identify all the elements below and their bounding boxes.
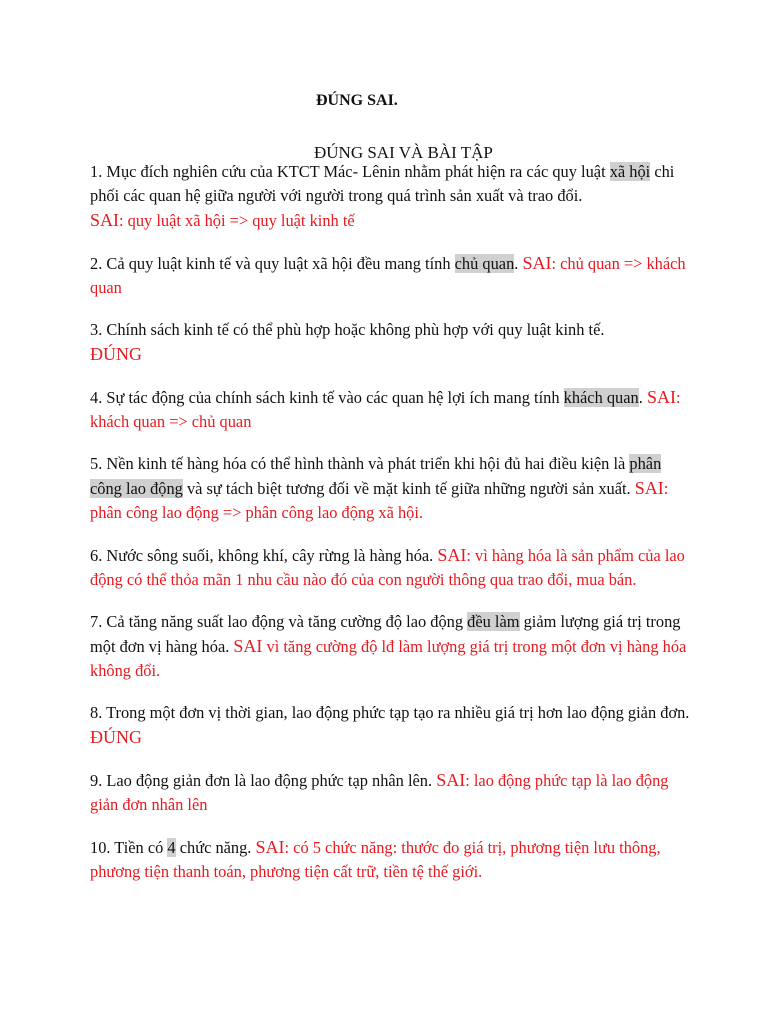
highlighted-text: 4	[167, 838, 176, 857]
question-text: 10. Tiền có	[90, 838, 168, 857]
list-item	[90, 768, 690, 817]
question-text: 5. Nền kinh tế hàng hóa có thể hình thành và phát triển khi hội đủ hai điều kiện là	[90, 454, 630, 473]
highlighted-text: chủ quan	[454, 254, 515, 273]
list-item	[90, 543, 690, 592]
question-text: 3. Chính sách kinh tế có thể phù hợp hoặc không phù hợp với quy luật kinh tế.	[90, 320, 605, 339]
list-item	[90, 160, 690, 233]
verdict: SAI	[90, 210, 120, 230]
answer-explanation: : khách quan => chủ quan	[90, 388, 681, 431]
question-text: chức năng.	[175, 838, 256, 857]
verdict: SAI	[522, 253, 552, 273]
verdict: ĐÚNG	[90, 344, 142, 364]
answer-explanation: : vì hàng hóa là sản phẩm của lao động có thể thỏa mãn 1 nhu cầu nào đó của con người thông qua trao đổi, mua bán.	[90, 546, 685, 589]
answer-explanation: : quy luật xã hội => quy luật kinh tế	[119, 211, 355, 230]
question-text: .	[514, 254, 523, 273]
question-text: 4. Sự tác động của chính sách kinh tế vào các quan hệ lợi ích mang tính	[90, 388, 564, 407]
question-list	[90, 160, 690, 902]
answer-explanation: : lao động phức tạp là lao động giản đơn nhân lên	[90, 771, 669, 814]
list-item	[90, 835, 690, 884]
document-subtitle: ĐÚNG SAI VÀ BÀI TẬP	[314, 143, 493, 162]
highlighted-text: phân công lao động	[90, 454, 662, 498]
list-item	[90, 452, 690, 525]
question-text: 1. Mục đích nghiên cứu của KTCT Mác- Lênin nhằm phát hiện ra các quy luật	[90, 162, 610, 181]
question-text: giảm lượng giá trị trong một đơn vị hàng hóa.	[90, 612, 681, 656]
document-title: ĐÚNG SAI.	[316, 92, 398, 109]
highlighted-text: đều làm	[467, 612, 520, 631]
highlighted-text: khách quan	[563, 388, 639, 407]
answer-explanation: : phân công lao động => phân công lao động xã hội.	[90, 479, 669, 522]
question-text: 6. Nước sông suối, không khí, cây rừng là hàng hóa.	[90, 546, 438, 565]
question-text: 8. Trong một đơn vị thời gian, lao động phức tạp tạo ra nhiều giá trị hơn lao động giản đơn.	[90, 703, 690, 722]
verdict: SAI	[436, 770, 466, 790]
question-text: và sự tách biệt tương đối về mặt kinh tế giữa những người sản xuất.	[182, 479, 635, 498]
verdict: SAI	[634, 478, 664, 498]
list-item	[90, 610, 690, 683]
list-item	[90, 318, 690, 367]
verdict: SAI	[646, 387, 676, 407]
answer-explanation: vì tăng cường độ lđ làm lượng giá trị trong một đơn vị hàng hóa không đổi.	[90, 637, 687, 680]
verdict: SAI	[437, 545, 467, 565]
question-text: chi phối các quan hệ giữa người với người trong quá trình sản xuất và trao đổi.	[90, 162, 675, 205]
question-text: .	[638, 388, 647, 407]
list-item	[90, 701, 690, 750]
question-text: 9. Lao động giản đơn là lao động phức tạp nhân lên.	[90, 771, 437, 790]
highlighted-text: xã hội	[609, 162, 651, 181]
answer-explanation: : có 5 chức năng: thước đo giá trị, phương tiện lưu thông, phương tiện thanh toán, phương tiện cất trữ, tiền tệ thế giới.	[90, 838, 661, 881]
verdict: ĐÚNG	[90, 727, 142, 747]
verdict: SAI	[233, 636, 263, 656]
verdict: SAI	[255, 837, 285, 857]
question-text: 7. Cả tăng năng suất lao động và tăng cường độ lao động	[90, 612, 468, 631]
answer-explanation: : chủ quan => khách quan	[90, 254, 686, 297]
list-item	[90, 385, 690, 434]
question-text: 2. Cả quy luật kinh tế và quy luật xã hội đều mang tính	[90, 254, 455, 273]
list-item	[90, 251, 690, 300]
